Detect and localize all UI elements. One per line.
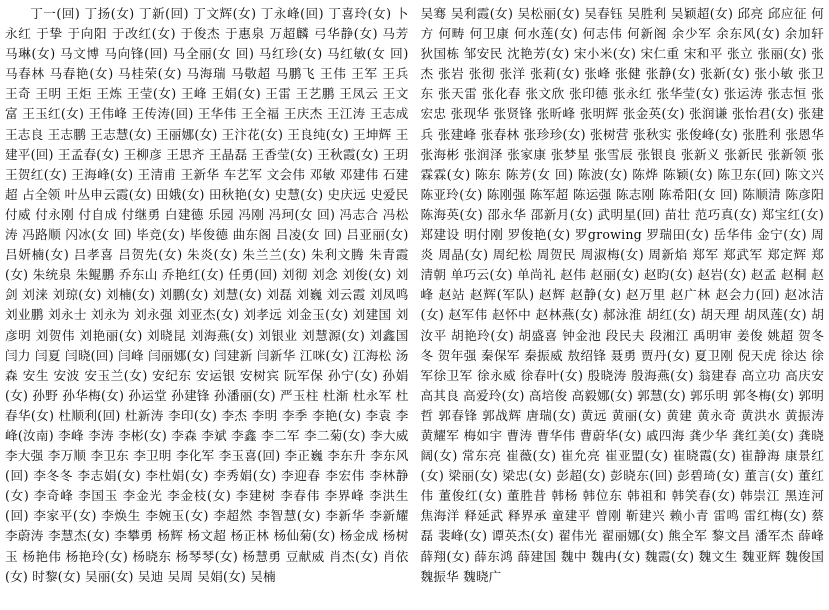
name-list-paragraph: 丁一(回) 丁扬(女) 丁新(回) 丁文辉(女) 丁永峰(回) 丁喜玲(女) 卜永红 于挚 于向阳 于改红(女) 于俊杰 于惠泉 万超麟 弓华静(女) 马芳 马琳(女) 马文博 马向锋(回) 马全丽(女 回) 马红珍(女) 马红敏(女 回) 马春林 马春艳(女) 马桂荣(女) 马海瑞 马敬超 马鹏飞 王伟 王军 王兵 王奇 王明 王炬 王炼 王莹(女) 王峰 王娟(女) 王雷 王艺鹏 王凤云 王文富 王玉红(女) 王伟峰 王传涛(回) 王华伟 王全福 王庆杰 王江涛 王志成 王志良 王志鹏 王志慧(女) 王丽娜(女) 王汴花(女) 王良纯(女) 王坤辉 王建平(回) 王孟春(女) 王柳彦 王思齐 王晶磊 王香莹(女) 王秋霞(女) 王玥 王贺红(女) 王海峰(女) 王清甫 王新华 车艺军 文会伟 邓敏 邓建伟 石建超 占全领 叶丛申云霞(女) 田娥(女) 田秋艳(女) 史慧(女) 史庆远 史爱民 付威 付永刚 付自成 付继勇 白建德 乐园 冯刚 冯珂(女 回) 冯志合 冯松涛 冯路顺 闪冰(女 回) 毕竞(女) 毕俊德 曲东阁 吕凌(女 回) 吕亚丽(女) 吕妍楠(女) 吕孝喜 吕贺先(女) 朱炎(女) 朱兰兰(女) 朱利文腾 朱青霞(女) 朱统泉 朱鲲鹏 乔东山 乔艳红(女) 任勇(回) 刘彻 刘念 刘俊(女) 刘剑 刘涞 刘琼(女) 刘楠(女) 刘鹏(女) 刘慧(女) 刘磊 刘巍 刘云霞 刘凤鸣 刘业鹏 刘永士 刘永为 刘永强 刘亚杰(女) 刘孝远 刘金玉(女) 刘建国 刘彦明 刘贺伟 刘艳丽(女) 刘晓昆 刘海燕(女) 刘银业 刘慧源(女) 刘鑫国 闫力 闫夏 闫晓(回) 闫峰 闫丽娜(女) 闫建新 闫新华 江咪(女) 江海松 汤森 安生 安波 安玉兰(女) 安纪东 安运银 安树宾 阮军保 孙宁(女) 孙娟(女) 孙野 孙华梅(女) 孙运堂 孙建锋 孙潘丽(女) 严玉柱 杜渐 杜永军 杜春华(女) 杜顺利(回) 杜新涛 李印(女) 李杰 李明 李季 李艳(女) 李袁 李峰(汝南) 李峰 李涛 李彬(女) 李森 李斌 李鑫 李二军 李二菊(女) 李大威 李大强 李万顺 李卫东 李卫明 李化军 李玉喜(回) 李正巍 李东升 李东风(回) 李冬冬 李志娟(女) 李杜娟(女) 李秀娟(女) 李迎春 李宏伟 李林静(女) 李奇峰 李国玉 李金光 李金枝(女) 李建树 李春伟 李界峰 李洪生(回) 李家平(女) 李焕生 李婉玉(女) 李超然 李智慧(女) 李新华 李新耀 李蔚涛 李慧杰(女) 李攀勇 杨辉 杨文超 杨正林 杨仙菊(女) 杨金成 杨树玉 杨艳伟 杨艳玲(女) 杨晓东 杨琴琴(女) 杨慧勇 豆献威 肖杰(女) 肖依(女) 时黎(女) 吴丽(女) 吴迪 吴周 吴娟(女) 吴楠 (5, 6, 409, 584)
name-list-paragraph: 吴骞 吴利霞(女) 吴松丽(女) 吴春钰 吴胜利 吴颖超(女) 邱亮 邱应征 何方 何畴 何卫康 何水莲(女) 何志伟 何新阁 余少军 余东风(女) 余加轩 狄国栋 邹安民 沈艳芳(女) 宋小米(女) 宋仁重 宋和平 张立 张丽(女) 张杰 张岩 张彻 张洋 张莉(女) 张峰 张健 张静(女) 张新(女) 张小敏 张卫东 张天雷 张化春 张文欣 张印德 张永红 张华莹(女) 张运涛 张志恒 张宏忠 张现华 张贤锋 张昕峰 张明辉 张金英(女) 张润谦 张怡君(女) 张建兵 张建峰 张春林 张珍珍(女) 张树营 张秋实 张俊峰(女) 张胜利 张恩华 张海彬 张润泽 张家康 张梦星 张雪辰 张银良 张新义 张新民 张新领 张霖霖(女) 陈东 陈芳(女 回) 陈波(女) 陈烨 陈颖(女) 陈卫东(回) 陈文兴 陈亚玲(女) 陈刚强 陈军超 陈运强 陈志刚 陈希阳(女 回) 陈顺清 陈彦阳 陈海英(女) 邵永华 邵新月(女) 武明星(回) 苗壮 范巧真(女) 郑宝红(女) 郑建设 明付刚 罗俊艳(女) 罗growing 罗瑞田(女) 岳华伟 金宁(女) 周炎 周晶(女) 周纪松 周贺民 周淑梅(女) 周新焰 郑军 郑武军 郑定辉 郑清朝 单巧云(女) 单尚礼 赵伟 赵丽(女) 赵昀(女) 赵岩(女) 赵孟 赵桐 赵峰 赵站 赵辉(军队) 赵辉 赵静(女) 赵万里 赵广林 赵会力(回) 赵冰洁(女) 赵军伟 赵怀中 赵林燕(女) 郝泳淮 胡红(女) 胡天理 胡凤莲(女) 胡汝平 胡艳玲(女) 胡盛喜 钟金池 段民夫 段湘江 禹明审 姜俊 姚超 贺冬冬 贺年强 秦保军 秦振威 敖绍锋 聂勇 贾丹(女) 夏卫刚 倪天虎 徐达 徐军徐卫军 徐永威 徐春叶(女) 殷晓涛 殷海燕(女) 翁建春 高立功 高庆安 高其良 高爱玲(女) 高培俊 高毅娜(女) 郭慧(女) 郭乐明 郭冬梅(女) 郭明哲 郭春锋 郭战辉 唐瑞(女) 黄远 黄丽(女) 黄建 黄永奇 黄洪水 黄振涛 黄耀军 梅如宇 曹涛 曹华伟 曹蔚华(女) 戚四海 龚少华 龚红美(女) 龚晓阔(女) 常东亮 崔薇(女) 崔允亮 崔亚盟(女) 崔晓霞(女) 崔静海 康景红(女) 梁丽(女) 梁忠(女) 彭超(女) 彭晓东(回) 彭碧琦(女) 董言(女) 董红伟 董俊红(女) 董胜昔 韩杨 韩位东 韩祖和 韩笑春(女) 韩崇江 黑连河 焦海洋 释延武 释界承 童建平 曾刚 靳建兴 赖小青 雷鸣 雷红梅(女) 蔡磊 裴峰(女) 谭英杰(女) 翟伟光 翟丽娜(女) 熊全军 黎文昌 潘军杰 薛峰 薛翔(女) 薛东鸿 薛建国 魏中 魏冉(女) 魏霞(女) 魏文生 魏亚辉 魏俊国 魏振华 魏晓广 (420, 6, 824, 584)
name-list-column-right (421, 4, 825, 610)
name-list-column-left (5, 4, 409, 610)
